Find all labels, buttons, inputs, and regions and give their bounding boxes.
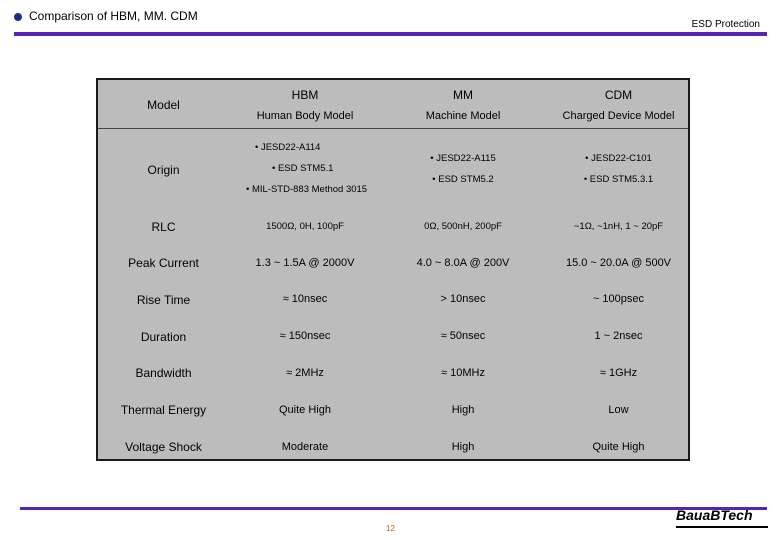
voltage-shock-cdm: Quite High [592, 441, 645, 453]
col-subheader-hbm: Human Body Model [256, 110, 354, 122]
col-subheader-mm: Machine Model [425, 110, 501, 122]
row-label-rise-time: Rise Time [136, 293, 191, 307]
col-header-mm: MM [453, 88, 473, 102]
slide-title: Comparison of HBM, MM. CDM [29, 9, 198, 23]
thermal-energy-cdm: Low [608, 404, 629, 416]
bandwidth-hbm: ≈ 2MHz [286, 367, 324, 379]
logo-underline [676, 526, 768, 528]
peak-current-mm: 4.0 ~ 8.0A @ 200V [416, 257, 510, 269]
company-logo: BauaBTech [676, 507, 753, 523]
title-bullet-icon [14, 13, 22, 21]
page-number: 12 [386, 524, 395, 533]
col-subheader-cdm: Charged Device Model [562, 110, 675, 122]
bandwidth-mm: ≈ 10MHz [441, 367, 485, 379]
rlc-cdm: ~1Ω, ~1nH, 1 ~ 20pF [573, 221, 664, 232]
origin-cdm-2: • ESD STM5.3.1 [583, 174, 654, 185]
rise-time-hbm: ≈ 10nsec [282, 293, 328, 305]
row-label-rlc: RLC [151, 220, 176, 234]
duration-cdm: 1 ~ 2nsec [594, 330, 643, 342]
rise-time-mm: > 10nsec [440, 293, 486, 305]
origin-hbm-1: • JESD22-A114 [255, 142, 321, 153]
voltage-shock-hbm: Moderate [281, 441, 329, 453]
thermal-energy-hbm: Quite High [279, 404, 331, 416]
duration-hbm: ≈ 150nsec [279, 330, 331, 342]
rlc-hbm: 1500Ω, 0H, 100pF [266, 221, 344, 232]
rise-time-cdm: ~ 100psec [592, 293, 645, 305]
bandwidth-cdm: ≈ 1GHz [599, 367, 638, 379]
row-label-bandwidth: Bandwidth [135, 366, 192, 380]
origin-mm-2: • ESD STM5.2 [432, 174, 494, 185]
row-label-duration: Duration [140, 330, 187, 344]
header-divider [98, 128, 688, 129]
col-header-hbm: HBM [291, 88, 319, 102]
thermal-energy-mm: High [451, 404, 475, 416]
section-label: ESD Protection [691, 19, 760, 30]
duration-mm: ≈ 50nsec [440, 330, 486, 342]
origin-mm-1: • JESD22-A115 [430, 153, 496, 164]
row-label-peak-current: Peak Current [128, 256, 199, 270]
col-header-cdm: CDM [604, 88, 633, 102]
model-header: Model [147, 98, 180, 112]
origin-hbm-2: • ESD STM5.1 [272, 163, 334, 174]
top-divider [14, 32, 767, 36]
origin-label: Origin [147, 163, 180, 177]
bottom-divider [20, 507, 767, 510]
voltage-shock-mm: High [451, 441, 475, 453]
row-label-voltage-shock: Voltage Shock [125, 440, 202, 454]
comparison-table [96, 78, 690, 461]
peak-current-cdm: 15.0 ~ 20.0A @ 500V [565, 257, 672, 269]
peak-current-hbm: 1.3 ~ 1.5A @ 2000V [255, 257, 355, 269]
origin-cdm-1: • JESD22-C101 [585, 153, 652, 164]
origin-hbm-3: • MIL-STD-883 Method 3015 [246, 184, 368, 195]
rlc-mm: 0Ω, 500nH, 200pF [424, 221, 502, 232]
row-label-thermal-energy: Thermal Energy [120, 403, 207, 417]
